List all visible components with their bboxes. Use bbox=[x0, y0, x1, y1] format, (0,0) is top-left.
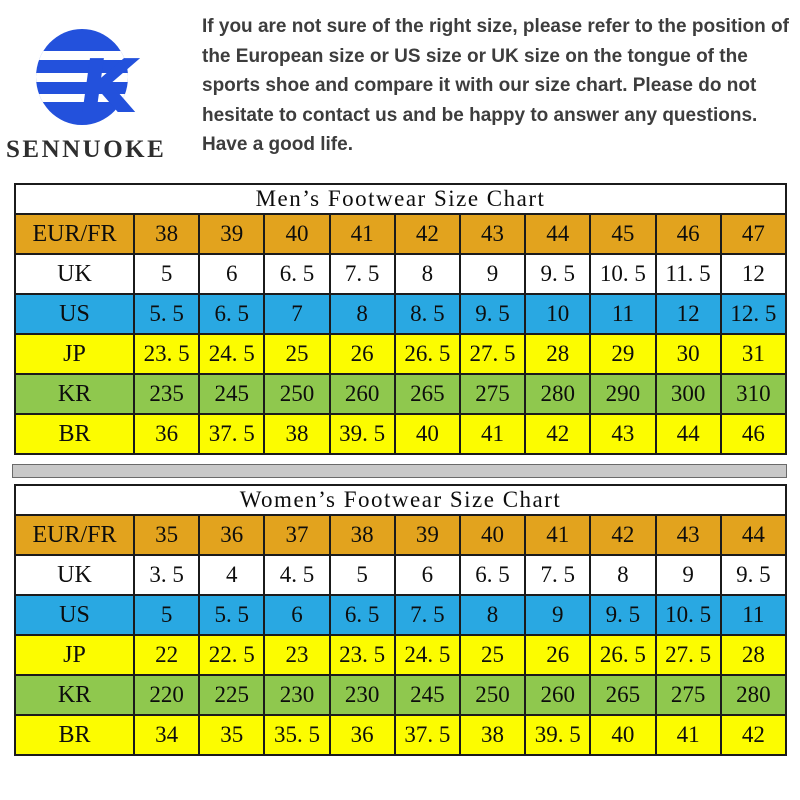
size-cell: 8 bbox=[460, 595, 525, 635]
size-cell: 11 bbox=[721, 595, 786, 635]
section-divider bbox=[12, 464, 787, 478]
size-cell: 26. 5 bbox=[590, 635, 655, 675]
womens-size-table bbox=[14, 484, 787, 756]
size-cell: 46 bbox=[721, 414, 786, 454]
size-cell: 7. 5 bbox=[525, 555, 590, 595]
size-cell: 230 bbox=[330, 675, 395, 715]
size-cell: 10. 5 bbox=[590, 254, 655, 294]
size-cell: 26 bbox=[525, 635, 590, 675]
size-cell: 8 bbox=[395, 254, 460, 294]
size-cell: 39. 5 bbox=[525, 715, 590, 755]
row-label: JP bbox=[15, 334, 134, 374]
size-cell: 41 bbox=[525, 515, 590, 555]
size-cell: 220 bbox=[134, 675, 199, 715]
size-cell: 26 bbox=[330, 334, 395, 374]
size-cell: 23. 5 bbox=[330, 635, 395, 675]
size-cell: 25 bbox=[460, 635, 525, 675]
row-label: UK bbox=[15, 555, 134, 595]
size-cell: 12 bbox=[721, 254, 786, 294]
size-cell: 310 bbox=[721, 374, 786, 414]
chart-title-row bbox=[15, 485, 786, 515]
size-cell: 7 bbox=[264, 294, 329, 334]
size-cell: 28 bbox=[721, 635, 786, 675]
size-cell: 4 bbox=[199, 555, 264, 595]
row-label: JP bbox=[15, 635, 134, 675]
size-cell: 9. 5 bbox=[590, 595, 655, 635]
size-cell: 225 bbox=[199, 675, 264, 715]
brand-logo bbox=[6, 24, 167, 164]
size-cell: 23 bbox=[264, 635, 329, 675]
sizing-instructions: If you are not sure of the right size, please refer to the position of the European size or US size or UK size on the tongue of the sports shoe and compare it with our size chart. Please do not hesitate to contact us and be happy to answer any questions. Have a good life. bbox=[202, 16, 789, 155]
size-cell: 35 bbox=[134, 515, 199, 555]
row-label: EUR/FR bbox=[15, 515, 134, 555]
size-cell: 38 bbox=[134, 214, 199, 254]
size-cell: 47 bbox=[721, 214, 786, 254]
size-cell: 38 bbox=[460, 715, 525, 755]
size-cell: 34 bbox=[134, 715, 199, 755]
size-cell: 230 bbox=[264, 675, 329, 715]
size-cell: 5 bbox=[330, 555, 395, 595]
size-cell: 40 bbox=[460, 515, 525, 555]
size-cell: 41 bbox=[460, 414, 525, 454]
size-cell: 39 bbox=[199, 214, 264, 254]
size-cell: 25 bbox=[264, 334, 329, 374]
size-cell: 4. 5 bbox=[264, 555, 329, 595]
size-cell: 46 bbox=[656, 214, 721, 254]
size-cell: 260 bbox=[330, 374, 395, 414]
size-cell: 37. 5 bbox=[395, 715, 460, 755]
size-cell: 42 bbox=[525, 414, 590, 454]
size-row-br bbox=[15, 414, 786, 454]
size-cell: 245 bbox=[395, 675, 460, 715]
size-cell: 35 bbox=[199, 715, 264, 755]
chart-title: Women’s Footwear Size Chart bbox=[15, 485, 786, 515]
row-label: UK bbox=[15, 254, 134, 294]
size-cell: 28 bbox=[525, 334, 590, 374]
size-cell: 44 bbox=[656, 414, 721, 454]
size-cell: 280 bbox=[525, 374, 590, 414]
size-cell: 290 bbox=[590, 374, 655, 414]
size-cell: 36 bbox=[134, 414, 199, 454]
chart-title: Men’s Footwear Size Chart bbox=[15, 184, 786, 214]
size-cell: 11. 5 bbox=[656, 254, 721, 294]
size-cell: 265 bbox=[395, 374, 460, 414]
size-cell: 9 bbox=[656, 555, 721, 595]
size-row-uk bbox=[15, 555, 786, 595]
size-cell: 41 bbox=[330, 214, 395, 254]
size-cell: 8. 5 bbox=[395, 294, 460, 334]
size-cell: 250 bbox=[264, 374, 329, 414]
size-cell: 6 bbox=[395, 555, 460, 595]
row-label: KR bbox=[15, 675, 134, 715]
size-cell: 41 bbox=[656, 715, 721, 755]
size-cell: 5. 5 bbox=[199, 595, 264, 635]
size-cell: 265 bbox=[590, 675, 655, 715]
size-cell: 5 bbox=[134, 595, 199, 635]
size-row-us bbox=[15, 294, 786, 334]
size-cell: 42 bbox=[590, 515, 655, 555]
size-cell: 36 bbox=[330, 715, 395, 755]
size-cell: 42 bbox=[721, 715, 786, 755]
size-row-kr bbox=[15, 675, 786, 715]
size-cell: 3. 5 bbox=[134, 555, 199, 595]
size-cell: 29 bbox=[590, 334, 655, 374]
brand-name: SENNUOKE bbox=[6, 136, 167, 163]
size-cell: 260 bbox=[525, 675, 590, 715]
size-cell: 5. 5 bbox=[134, 294, 199, 334]
size-cell: 22. 5 bbox=[199, 635, 264, 675]
size-cell: 250 bbox=[460, 675, 525, 715]
size-cell: 10 bbox=[525, 294, 590, 334]
size-cell: 6 bbox=[199, 254, 264, 294]
size-cell: 7. 5 bbox=[330, 254, 395, 294]
size-cell: 235 bbox=[134, 374, 199, 414]
size-cell: 275 bbox=[460, 374, 525, 414]
size-row-eur-fr bbox=[15, 515, 786, 555]
size-cell: 44 bbox=[525, 214, 590, 254]
size-cell: 39. 5 bbox=[330, 414, 395, 454]
size-cell: 24. 5 bbox=[395, 635, 460, 675]
row-label: BR bbox=[15, 715, 134, 755]
size-cell: 40 bbox=[395, 414, 460, 454]
size-cell: 11 bbox=[590, 294, 655, 334]
size-cell: 43 bbox=[590, 414, 655, 454]
size-cell: 45 bbox=[590, 214, 655, 254]
size-cell: 38 bbox=[330, 515, 395, 555]
size-row-us bbox=[15, 595, 786, 635]
size-cell: 37. 5 bbox=[199, 414, 264, 454]
size-cell: 30 bbox=[656, 334, 721, 374]
size-cell: 9 bbox=[525, 595, 590, 635]
size-cell: 9. 5 bbox=[460, 294, 525, 334]
size-cell: 12 bbox=[656, 294, 721, 334]
size-cell: 35. 5 bbox=[264, 715, 329, 755]
sk-logo-icon bbox=[10, 24, 160, 134]
size-cell: 6. 5 bbox=[330, 595, 395, 635]
size-cell: 44 bbox=[721, 515, 786, 555]
size-cell: 7. 5 bbox=[395, 595, 460, 635]
row-label: US bbox=[15, 294, 134, 334]
size-row-kr bbox=[15, 374, 786, 414]
row-label: EUR/FR bbox=[15, 214, 134, 254]
size-cell: 6. 5 bbox=[460, 555, 525, 595]
row-label: US bbox=[15, 595, 134, 635]
size-cell: 6 bbox=[264, 595, 329, 635]
size-row-jp bbox=[15, 635, 786, 675]
size-cell: 37 bbox=[264, 515, 329, 555]
chart-title-row bbox=[15, 184, 786, 214]
size-cell: 26. 5 bbox=[395, 334, 460, 374]
size-cell: 245 bbox=[199, 374, 264, 414]
size-cell: 280 bbox=[721, 675, 786, 715]
size-row-uk bbox=[15, 254, 786, 294]
size-cell: 39 bbox=[395, 515, 460, 555]
size-cell: 40 bbox=[264, 214, 329, 254]
size-cell: 31 bbox=[721, 334, 786, 374]
size-cell: 300 bbox=[656, 374, 721, 414]
size-cell: 8 bbox=[590, 555, 655, 595]
size-cell: 40 bbox=[590, 715, 655, 755]
size-cell: 10. 5 bbox=[656, 595, 721, 635]
size-row-jp bbox=[15, 334, 786, 374]
svg-text:K: K bbox=[73, 43, 143, 130]
size-cell: 5 bbox=[134, 254, 199, 294]
size-cell: 9. 5 bbox=[721, 555, 786, 595]
size-cell: 6. 5 bbox=[199, 294, 264, 334]
mens-size-table bbox=[14, 183, 787, 455]
size-cell: 9 bbox=[460, 254, 525, 294]
size-cell: 12. 5 bbox=[721, 294, 786, 334]
size-cell: 275 bbox=[656, 675, 721, 715]
size-cell: 43 bbox=[656, 515, 721, 555]
size-cell: 42 bbox=[395, 214, 460, 254]
size-cell: 27. 5 bbox=[656, 635, 721, 675]
size-cell: 43 bbox=[460, 214, 525, 254]
row-label: KR bbox=[15, 374, 134, 414]
size-cell: 24. 5 bbox=[199, 334, 264, 374]
size-cell: 6. 5 bbox=[264, 254, 329, 294]
size-cell: 8 bbox=[330, 294, 395, 334]
size-cell: 9. 5 bbox=[525, 254, 590, 294]
size-cell: 22 bbox=[134, 635, 199, 675]
size-cell: 23. 5 bbox=[134, 334, 199, 374]
size-cell: 38 bbox=[264, 414, 329, 454]
size-row-eur-fr bbox=[15, 214, 786, 254]
size-row-br bbox=[15, 715, 786, 755]
size-cell: 36 bbox=[199, 515, 264, 555]
row-label: BR bbox=[15, 414, 134, 454]
size-cell: 27. 5 bbox=[460, 334, 525, 374]
